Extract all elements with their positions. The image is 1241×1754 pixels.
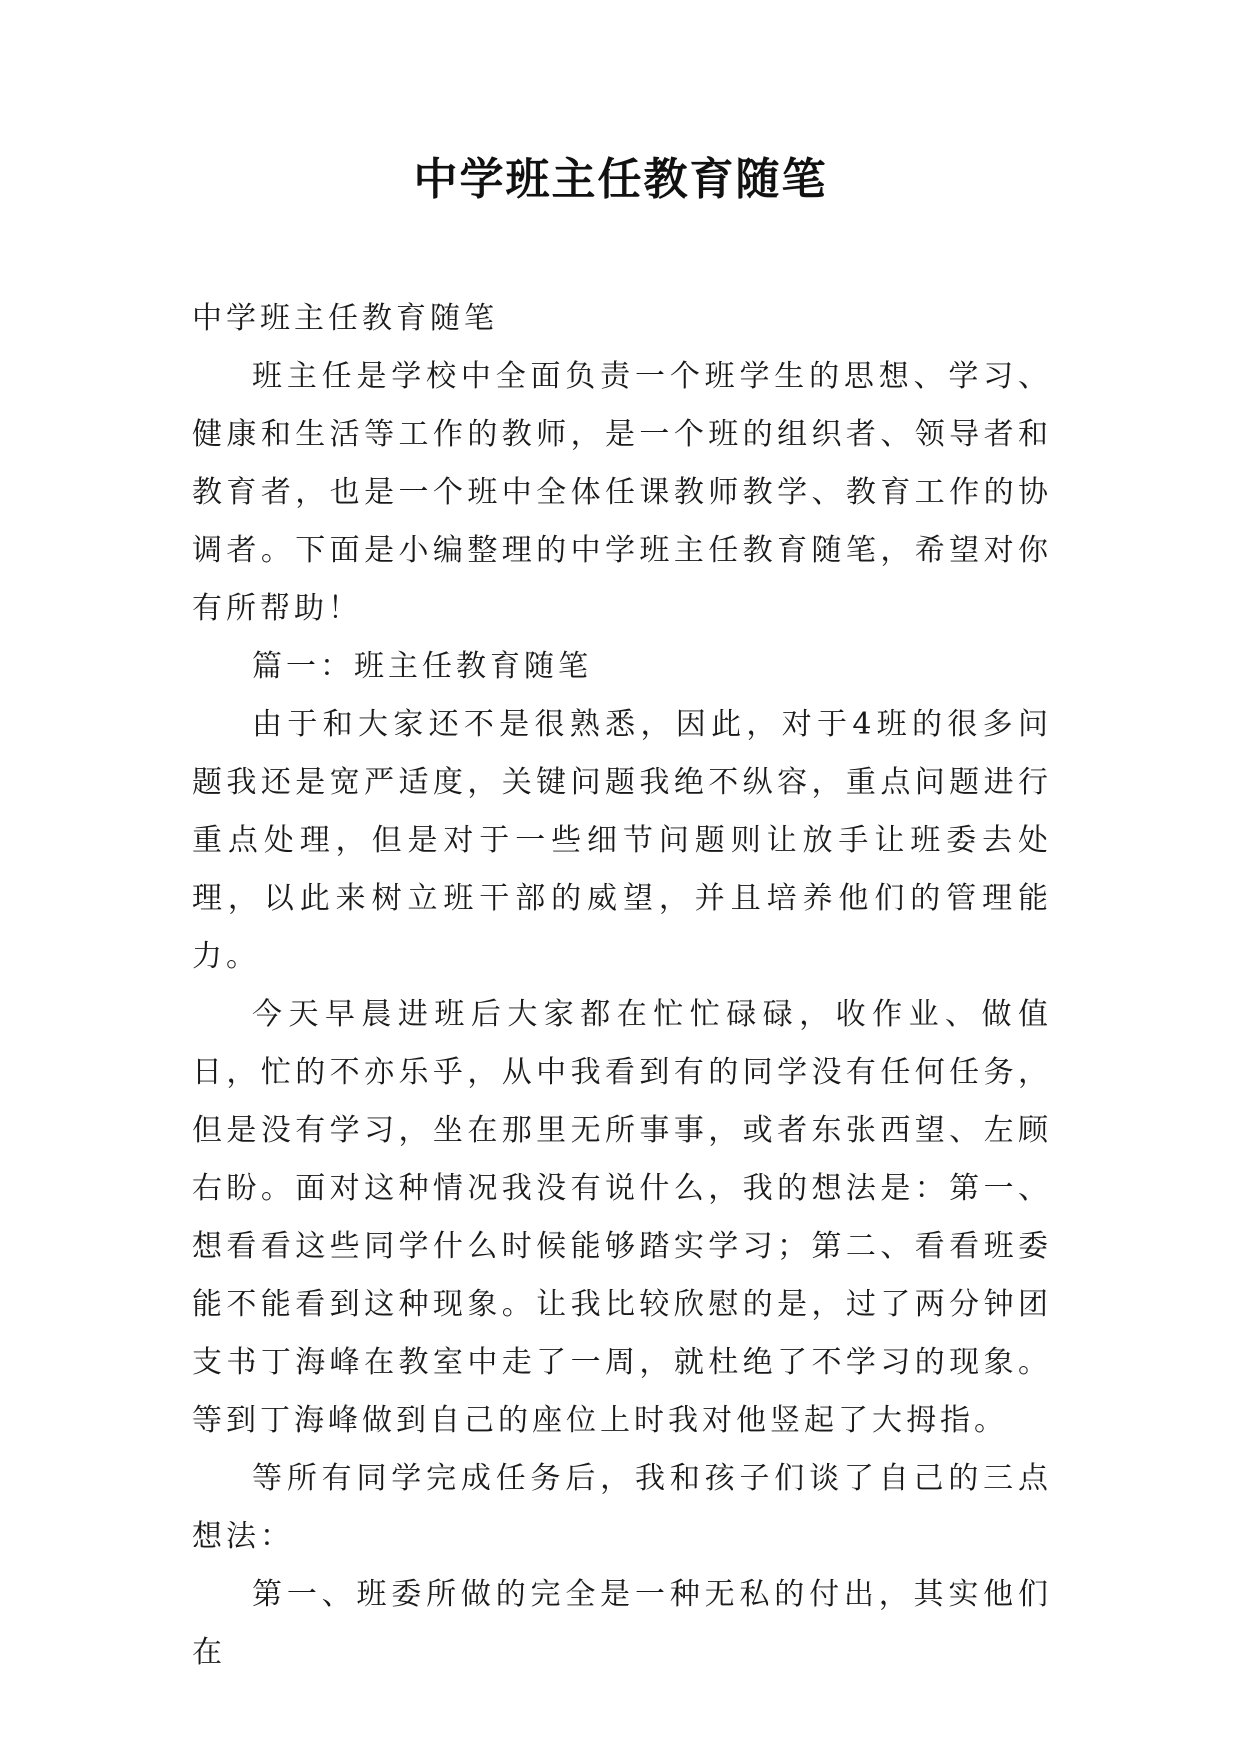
paragraph: 第一、班委所做的完全是一种无私的付出，其实他们在 [192, 1577, 1052, 1670]
paragraph-intro: 班主任是学校中全面负责一个班学生的思想、学习、健康和生活等工作的教师，是一个班的组织者、领导者和教育者，也是一个班中全体任课教师教学、教育工作的协调者。下面是小编整理的中学班主任教育随笔，希望对你有所帮助！ [192, 359, 1052, 626]
paragraph-heading: 中学班主任教育随笔 [192, 301, 498, 336]
document-title: 中学班主任教育随笔 [413, 154, 828, 205]
document-body [192, 290, 1052, 1682]
paragraph: 由于和大家还不是很熟悉，因此，对于4班的很多问题我还是宽严适度，关键问题我绝不纵容，重点问题进行重点处理，但是对于一些细节问题则让放手让班委去处理，以此来树立班干部的威望，并且培养他们的管理能力。 [192, 707, 1052, 974]
paragraph: 等所有同学完成任务后，我和孩子们谈了自己的三点想法： [192, 1461, 1052, 1554]
paragraph: 今天早晨进班后大家都在忙忙碌碌，收作业、做值日，忙的不亦乐乎，从中我看到有的同学没有任何任务，但是没有学习，坐在那里无所事事，或者东张西望、左顾右盼。面对这种情况我没有说什么，我的想法是：第一、想看看这些同学什么时候能够踏实学习；第二、看看班委能不能看到这种现象。让我比较欣慰的是，过了两分钟团支书丁海峰在教室中走了一周，就杜绝了不学习的现象。等到丁海峰做到自己的座位上时我对他竖起了大拇指。 [192, 997, 1052, 1438]
section-heading: 篇一：班主任教育随笔 [252, 649, 592, 684]
